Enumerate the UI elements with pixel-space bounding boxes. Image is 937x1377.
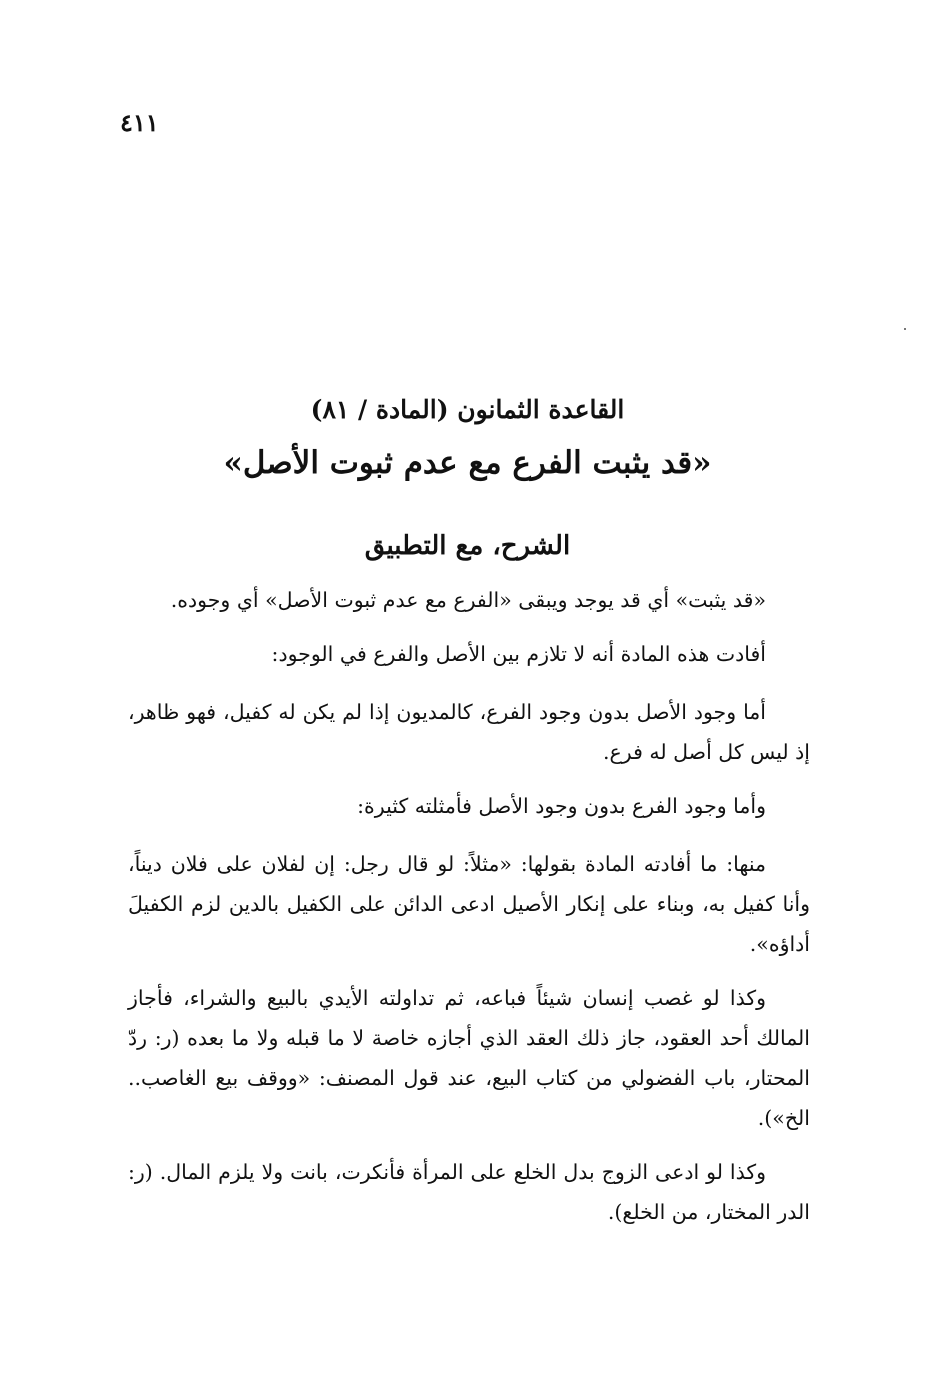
rule-statement: «قد يثبت الفرع مع عدم ثبوت الأصل» — [223, 445, 712, 481]
rule-title: القاعدة الثمانون (المادة / ٨١) — [310, 395, 625, 424]
paragraph: أما وجود الأصل بدون وجود الفرع، كالمديون إذا لم يكن له كفيل، فهو ظاهر، إذ ليس كل أصل له فرع. — [128, 700, 810, 764]
section-heading: الشرح، مع التطبيق — [364, 531, 571, 561]
paragraph: وكذا لو ادعى الزوج بدل الخلع على المرأة فأنكرت، بانت ولا يلزم المال. (ر: الدر المختار، من الخلع). — [128, 1160, 810, 1224]
paragraph: أفادت هذه المادة أنه لا تلازم بين الأصل والفرع في الوجود: — [271, 642, 766, 666]
body-text — [128, 580, 810, 1246]
rule-heading-block — [130, 388, 805, 490]
paragraph: «قد يثبت» أي قد يوجد ويبقى «الفرع مع عدم ثبوت الأصل» أي وجوده. — [170, 588, 766, 612]
paragraph: منها: ما أفادته المادة بقولها: «مثلاً: لو قال رجل: إن لفلان على فلان ديناً، وأنا كفيل به، وبناء على إنكار الأصيل ادعى الدائن على الكفيل بالدين لزم الكفيلَ أداؤه». — [128, 852, 810, 956]
paragraph: وأما وجود الفرع بدون وجود الأصل فأمثلته كثيرة: — [357, 794, 766, 818]
page-number: ٤١١ — [120, 108, 159, 137]
paragraph: وكذا لو غصب إنسان شيئاً فباعه، ثم تداولته الأيدي بالبيع والشراء، فأجاز المالك أحد العقود، جاز ذلك العقد الذي أجازه خاصة لا ما قبله ولا ما بعده (ر: ردّ المحتار، باب الفضولي من كتاب البيع، عند قول المصنف: «ووقف بيع الغاصب.. الخ»). — [128, 986, 810, 1130]
scan-speck — [904, 328, 906, 330]
